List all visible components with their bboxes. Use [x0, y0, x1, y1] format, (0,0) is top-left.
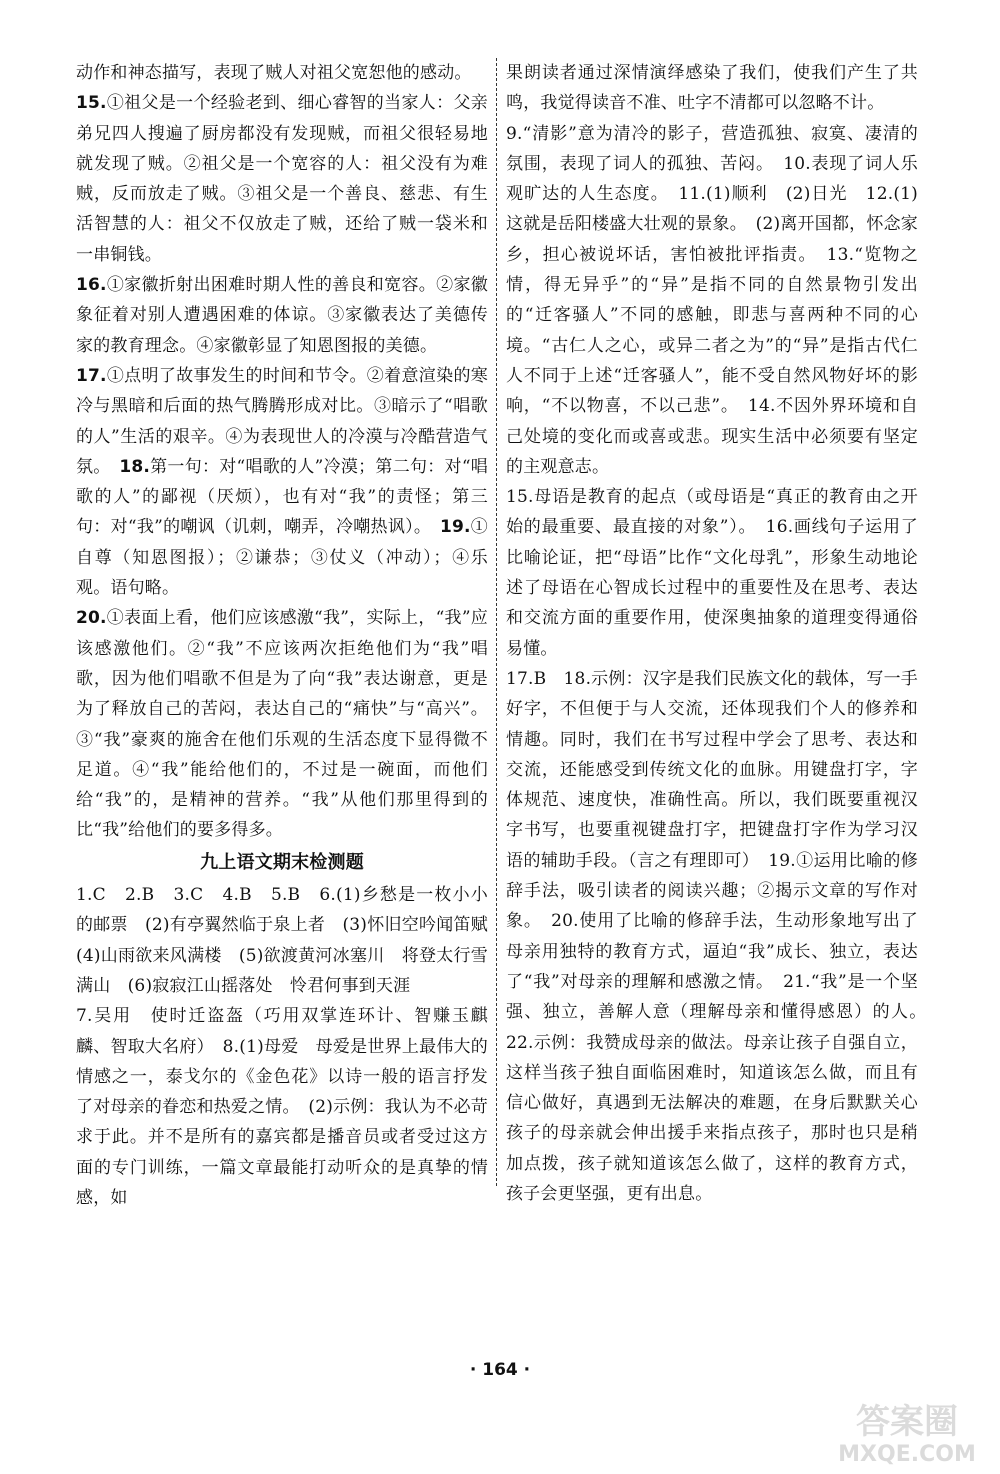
answer-number: 18.	[119, 456, 151, 477]
answer-text: ①祖父是一个经验老到、细心睿智的当家人：父亲弟兄四人搜遍了厨房都没有发现贼，而祖父很轻易地就发现了贼。②祖父是一个宽容的人：祖父没有为难贼，反而放走了贼。③祖父是一个善良、慈悲、有生活智慧的人：祖父不仅放走了贼，还给了贼一袋米和一串铜钱。	[76, 93, 488, 265]
answers-1-6: 1.C 2.B 3.C 4.B 5.B 6.(1)乡愁是一枚小小的邮票 (2)有亭翼然临于泉上者 (3)怀旧空吟闻笛赋 (4)山雨欲来风满楼 (5)欲渡黄河冰塞川 将登太行雪满山 (6)寂寂江山摇落处 怜君何事到天涯	[76, 885, 506, 996]
answer-15	[76, 88, 488, 270]
answer-17-19	[76, 361, 488, 603]
column-divider	[496, 58, 497, 1186]
watermark-logo	[822, 1395, 992, 1467]
answers-15-16: 15.母语是教育的起点（或母语是“真正的教育由之开始的最重要、最直接的对象”）。 16.画线句子运用了比喻论证，把“母语”比作“文化母乳”，形象生动地论述了母语在心智成长过程中的重要性及在思考、表达和交流方面的重要作用，使深奥抽象的道理变得通俗易懂。	[506, 487, 918, 659]
answer-16	[76, 270, 488, 361]
answer-number: 19.	[440, 517, 471, 538]
paragraph: 果朗读者通过深情演绎感染了我们，使我们产生了共鸣，我觉得读音不准、吐字不清都可以忽略不计。	[506, 63, 918, 114]
answer-text: ①自尊（知恩图报）；②谦恭；③仗义（冲动）；④乐观。语句略。	[76, 517, 489, 599]
watermark-url: MXQE.COM	[838, 1442, 976, 1467]
answer-number: 16.	[76, 275, 107, 296]
right-column	[506, 58, 936, 1209]
page-number: · 164 ·	[469, 1360, 531, 1380]
answers-9-14: 9.“清影”意为清冷的影子，营造孤独、寂寞、凄清的氛围，表现了词人的孤独、苦闷。 10.表现了词人乐观旷达的人生态度。 11.(1)顺利 (2)日光 12.(1)这就是岳阳楼盛大壮观的景象。 (2)离开国都，怀念家乡，担心被说坏话，害怕被批评指责。 13.“览物之情，得无异乎”的“异”是指不同的自然景物引发出的“迁客骚人”不同的感触，即悲与喜两种不同的心境。“古仁人之心，或异二者之为”的“异”是指古代仁人不同于上述“迁客骚人”，能不受自然风物好坏的影响，“不以物喜，不以己悲”。 14.不因外界环境和自己处境的变化而或喜或悲。现实生活中必须要有坚定的主观意志。	[506, 123, 918, 477]
watermark-text: 答案圈	[856, 1402, 958, 1442]
paragraph: 动作和神态描写，表现了贼人对祖父宽恕他的感动。	[76, 63, 472, 83]
answer-20	[76, 603, 488, 845]
answers-17-22: 17.B 18.示例：汉字是我们民族文化的载体，写一手好字，不但便于与人交流，还体现我们个人的修养和情趣。同时，我们在书写过程中学会了思考、表达和交流，还能感受到传统文化的血脉。用键盘打字，字体规范、速度快，准确性高。所以，我们既要重视汉字书写，也要重视键盘打字，把键盘打字作为学习汉语的辅助手段。（言之有理即可） 19.①运用比喻的修辞手法，吸引读者的阅读兴趣；②揭示文章的写作对象。 20.使用了比喻的修辞手法，生动形象地写出了母亲用独特的教育方式，逼迫“我”成长、独立，表达了“我”对母亲的理解和感激之情。 21.“我”是一个坚强、独立，善解人意（理解母亲和懂得感恩）的人。 22.示例：我赞成母亲的做法。母亲让孩子自强自立，这样当孩子独自面临困难时，知道该怎么做，而且有信心做好，真遇到无法解决的难题，在身后默默关心孩子的母亲就会伸出援手来指点孩子，那时也只是稍加点拨，孩子就知道该怎么做了，这样的教育方式，孩子会更坚强，更有出息。	[506, 668, 936, 1204]
answer-text: ①表面上看，他们应该感激“我”，实际上，“我”应该感激他们。②“我”不应该两次拒绝他们为“我”唱歌，因为他们唱歌不但是为了向“我”表达谢意，更是为了释放自己的苦闷，表达自己的“痛快”与“高兴”。③“我”豪爽的施舍在他们乐观的生活态度下显得微不足道。④“我”能给他们的，不过是一碗面，而他们给“我”的，是精神的营养。“我”从他们那里得到的比“我”给他们的要多得多。	[76, 608, 488, 841]
answer-number: 15.	[76, 93, 107, 114]
answer-text: 第一句：对“唱歌的人”冷漠；第二句：对“唱歌的人”的鄙视（厌烦），也有对“我”的责怪；第三句：对“我”的嘲讽（讥刺，嘲弄，冷嘲热讽）。	[76, 456, 488, 538]
answers-7-8: 7.吴用 使时迁盗盔（巧用双掌连环计、智赚玉麒麟、智取大名府） 8.(1)母爱 母爱是世界上最伟大的情感之一，泰戈尔的《金色花》以诗一般的语言抒发了对母亲的眷恋和热爱之情。 (2)示例：我认为不必苛求于此。并不是所有的嘉宾都是播音员或者受过这方面的专门训练，一篇文章最能打动听众的是真挚的情感，如	[76, 1006, 488, 1208]
answer-text: ①家徽折射出困难时期人性的善良和宽容。②家徽象征着对别人遭遇困难的体谅。③家徽表达了美德传家的教育理念。④家徽彰显了知恩图报的美德。	[76, 275, 488, 356]
left-column	[76, 58, 506, 1213]
answer-text: ①点明了故事发生的时间和节令。②着意渲染的寒冷与黑暗和后面的热气腾腾形成对比。③暗示了“唱歌的人”生活的艰辛。④为表现世人的冷漠与冷酷营造气氛。	[76, 365, 488, 477]
section-title: 九上语文期末检测题	[200, 851, 364, 873]
answer-number: 20.	[76, 608, 107, 629]
answer-number: 17.	[76, 365, 107, 386]
